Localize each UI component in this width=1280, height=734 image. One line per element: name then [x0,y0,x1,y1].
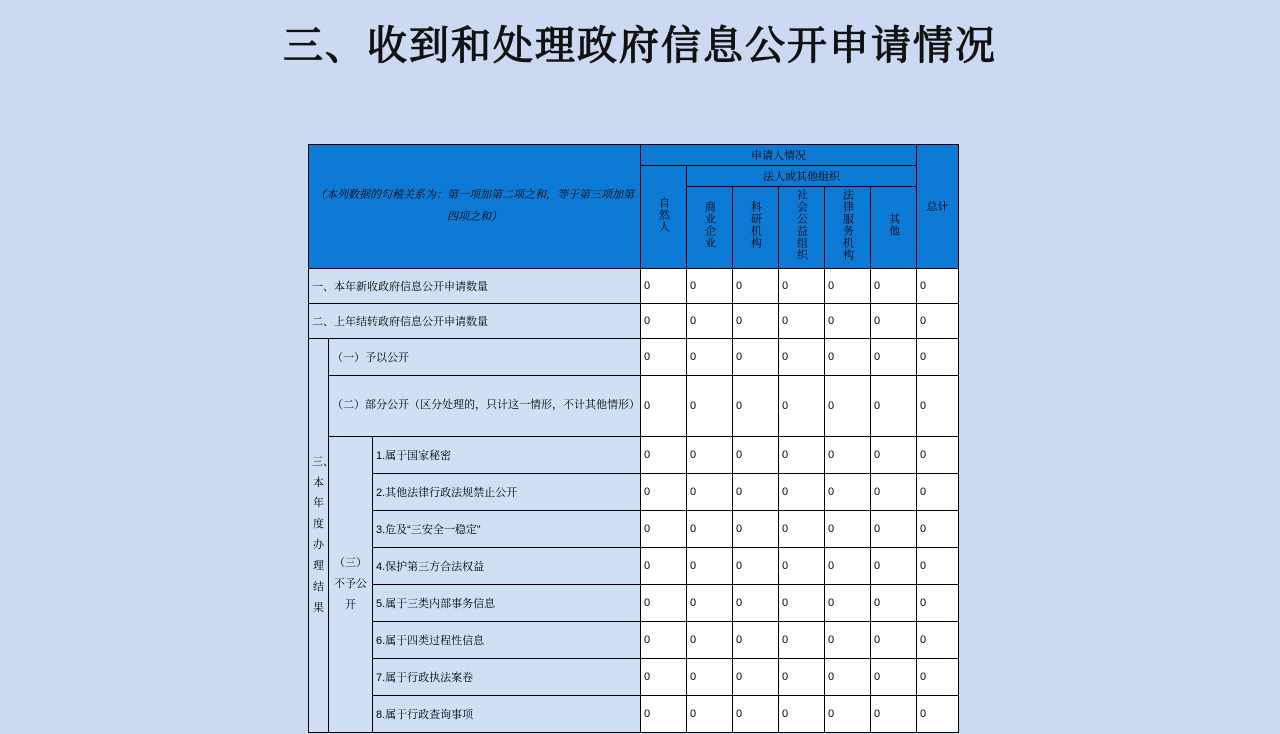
cell-value: 0 [825,338,871,375]
header-col-legal-service [825,187,871,269]
header-col-public-welfare [779,187,825,269]
cell-value: 0 [733,473,779,510]
cell-value: 0 [687,436,733,473]
header-col-natural [641,166,687,269]
cell-value: 0 [779,547,825,584]
cell-value: 0 [687,695,733,732]
cell-value: 0 [871,268,917,303]
row-label-enforcement-file: 7.属于行政执法案卷 [373,658,641,695]
cell-value: 0 [779,338,825,375]
cell-value: 0 [779,303,825,338]
cell-value: 0 [825,621,871,658]
cell-value: 0 [779,584,825,621]
cell-value: 0 [733,547,779,584]
cell-value: 0 [871,621,917,658]
header-col-research-label: 科研机构 [749,201,762,249]
cell-value: 0 [687,375,733,436]
group-label-not-disclosed [329,436,373,732]
cell-value: 0 [641,695,687,732]
header-col-other [871,187,917,269]
cell-value: 0 [641,510,687,547]
cell-value: 0 [871,473,917,510]
row-label-other-laws: 2.其他法律行政法规禁止公开 [373,473,641,510]
cell-value: 0 [641,375,687,436]
cell-value: 0 [917,621,959,658]
cell-value: 0 [825,375,871,436]
report-table-container [308,144,958,733]
cell-value: 0 [779,621,825,658]
cell-value: 0 [641,268,687,303]
cell-value: 0 [871,375,917,436]
cell-value: 0 [779,268,825,303]
cell-value: 0 [871,303,917,338]
cell-value: 0 [871,436,917,473]
table-row [309,375,959,436]
cell-value: 0 [687,547,733,584]
cell-value: 0 [917,695,959,732]
cell-value: 0 [687,473,733,510]
header-col-total: 总计 [917,145,959,269]
cell-value: 0 [641,658,687,695]
cell-value: 0 [687,303,733,338]
row-label-carried-over: 二、上年结转政府信息公开申请数量 [309,303,641,338]
table-row [309,695,959,732]
cell-value: 0 [733,584,779,621]
cell-value: 0 [917,547,959,584]
table-row [309,584,959,621]
cell-value: 0 [917,303,959,338]
header-legal-person: 法人或其他组织 [687,166,917,187]
cell-value: 0 [871,338,917,375]
cell-value: 0 [733,375,779,436]
header-col-public-welfare-label: 社会公益组织 [795,189,808,261]
cell-value: 0 [641,621,687,658]
cell-value: 0 [825,547,871,584]
row-label-new-received: 一、本年新收政府信息公开申请数量 [309,268,641,303]
cell-value: 0 [871,510,917,547]
row-label-third-party-rights: 4.保护第三方合法权益 [373,547,641,584]
cell-value: 0 [917,268,959,303]
cell-value: 0 [917,375,959,436]
cell-value: 0 [641,584,687,621]
cell-value: 0 [917,658,959,695]
cell-value: 0 [733,338,779,375]
table-row [309,436,959,473]
cell-value: 0 [733,510,779,547]
cell-value: 0 [871,658,917,695]
section-label-annual-result [309,338,334,732]
table-row [309,303,959,338]
cell-value: 0 [641,436,687,473]
cell-value: 0 [917,436,959,473]
group-label-text: （三）不予公开 [334,556,367,611]
cell-value: 0 [779,375,825,436]
header-col-research [733,187,779,269]
cell-value: 0 [825,584,871,621]
cell-value: 0 [917,584,959,621]
cell-value: 0 [779,473,825,510]
cell-value: 0 [871,584,917,621]
cell-value: 0 [687,338,733,375]
cell-value: 0 [733,436,779,473]
table-row [309,621,959,658]
cell-value: 0 [917,338,959,375]
row-label-internal-affairs: 5.属于三类内部事务信息 [373,584,641,621]
information-disclosure-table [308,144,959,733]
cell-value: 0 [687,584,733,621]
cell-value: 0 [779,510,825,547]
table-row [309,547,959,584]
cell-value: 0 [687,621,733,658]
cell-value: 0 [825,695,871,732]
cell-value: 0 [825,473,871,510]
page-title: 三、收到和处理政府信息公开申请情况 [283,24,997,68]
cell-value: 0 [779,436,825,473]
header-col-legal-service-label: 法律服务机构 [841,189,854,261]
table-row [309,338,959,375]
cell-value: 0 [825,436,871,473]
cell-value: 0 [733,621,779,658]
cell-value: 0 [917,510,959,547]
section-label-text: 三、本年度办理结果 [312,455,334,614]
header-col-business [687,187,733,269]
cell-value: 0 [871,695,917,732]
row-label-partially-disclosed: （二）部分公开（区分处理的，只计这一情形，不计其他情形） [329,375,641,436]
cell-value: 0 [733,268,779,303]
cell-value: 0 [687,510,733,547]
header-note: （本列数据的勾稽关系为：第一项加第二项之和，等于第三项加第四项之和） [309,145,641,269]
header-applicant-group: 申请人情况 [641,145,917,166]
row-label-three-securities: 3.危及“三安全一稳定” [373,510,641,547]
cell-value: 0 [641,303,687,338]
cell-value: 0 [871,547,917,584]
table-row [309,658,959,695]
row-label-state-secret: 1.属于国家秘密 [373,436,641,473]
cell-value: 0 [779,658,825,695]
table-row [309,473,959,510]
row-label-admin-inquiry: 8.属于行政查询事项 [373,695,641,732]
header-col-natural-label: 自然人 [657,196,670,233]
cell-value: 0 [779,695,825,732]
header-col-other-label: 其他 [887,213,900,237]
cell-value: 0 [733,658,779,695]
cell-value: 0 [641,473,687,510]
header-col-business-label: 商业企业 [703,201,716,249]
cell-value: 0 [825,303,871,338]
row-label-process-info: 6.属于四类过程性信息 [373,621,641,658]
cell-value: 0 [641,338,687,375]
table-header-row-1 [309,145,959,166]
table-row [309,268,959,303]
cell-value: 0 [687,268,733,303]
cell-value: 0 [825,510,871,547]
cell-value: 0 [641,547,687,584]
cell-value: 0 [687,658,733,695]
cell-value: 0 [733,695,779,732]
row-label-disclosed: （一）予以公开 [329,338,641,375]
cell-value: 0 [825,268,871,303]
cell-value: 0 [917,473,959,510]
cell-value: 0 [733,303,779,338]
table-row [309,510,959,547]
cell-value: 0 [825,658,871,695]
